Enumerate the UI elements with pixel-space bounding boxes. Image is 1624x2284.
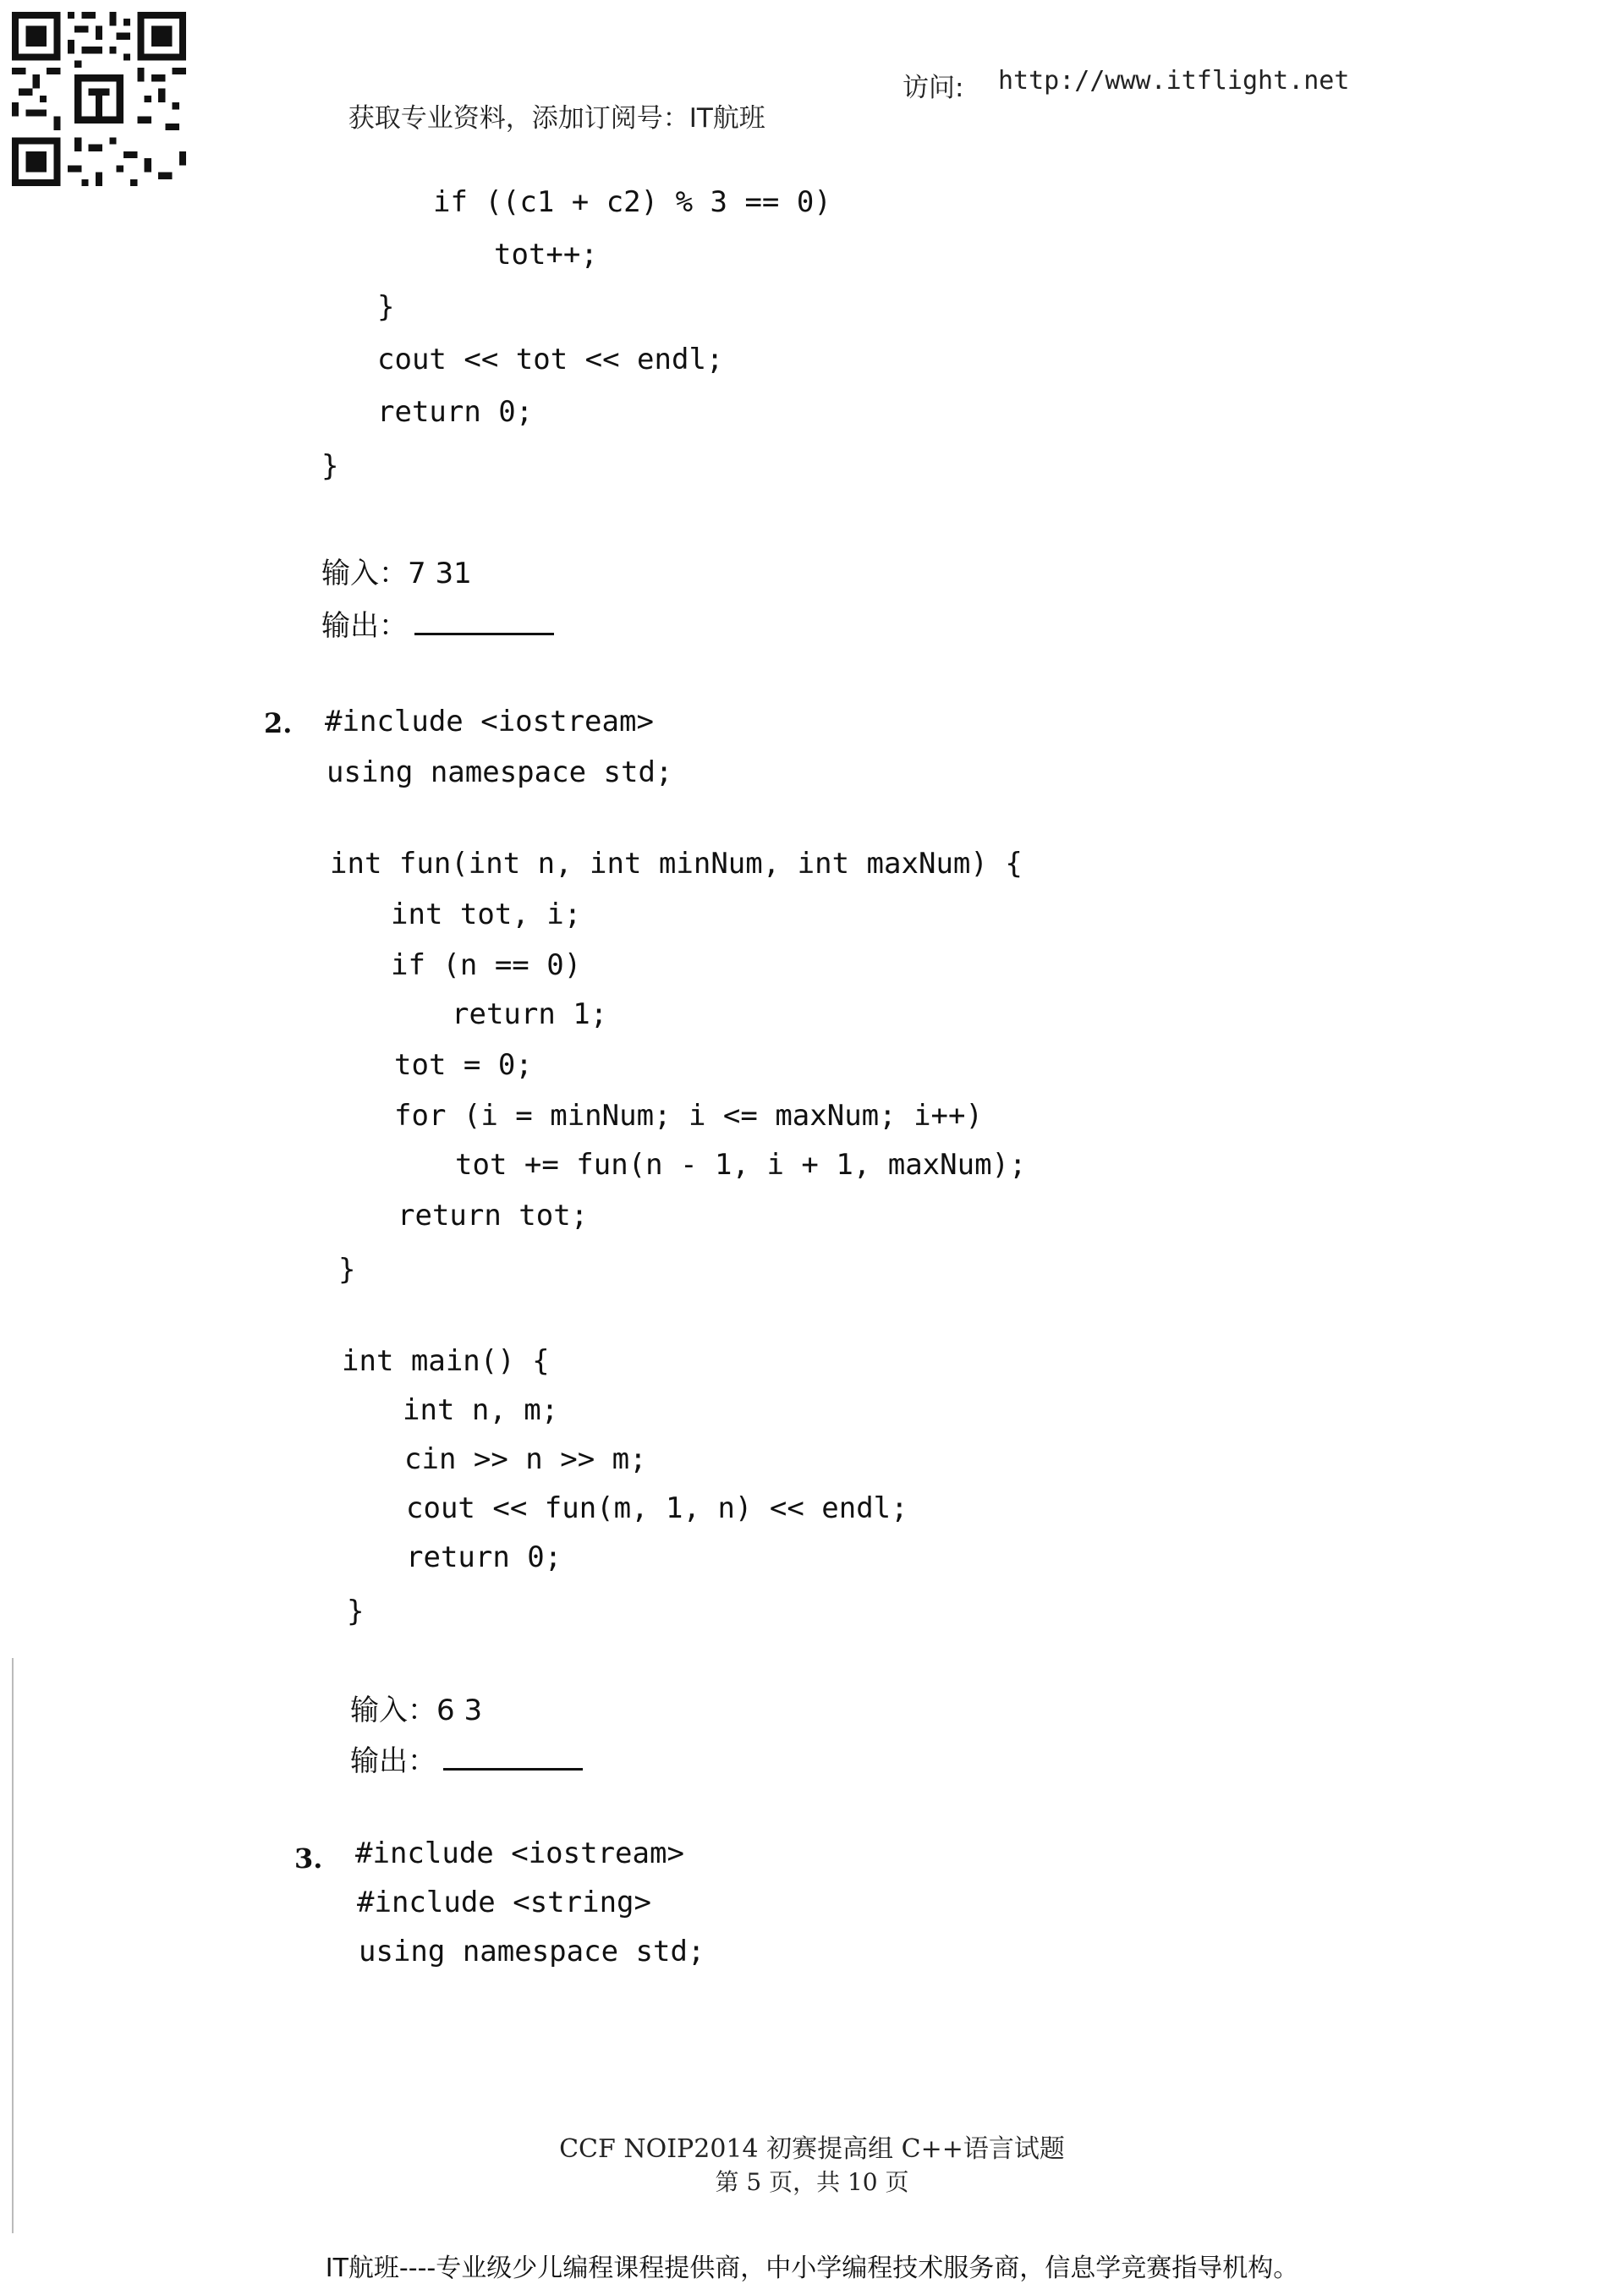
q2-output — [350, 1738, 583, 1779]
code-line: for (i = minNum; i <= maxNum; i++) — [394, 1099, 983, 1133]
code-line: } — [347, 1595, 365, 1628]
page-header — [332, 66, 1350, 195]
footer-title: CCF NOIP2014 初赛提高组 C++语言试题 — [559, 2134, 1065, 2164]
question-number: 3. — [294, 1842, 323, 1875]
q1-input — [321, 550, 472, 591]
q1-output-text: 输出： — [321, 609, 408, 643]
q1-input-text: 输入：7 31 — [321, 557, 472, 590]
code-line: int fun(int n, int minNum, int maxNum) { — [330, 847, 1023, 881]
bottom-banner: IT航班----专业级少儿编程课程提供商，中小学编程技术服务商，信息学竞赛指导机构。 — [325, 2254, 1299, 2283]
code-line: tot += fun(n - 1, i + 1, maxNum); — [455, 1148, 1027, 1182]
q2-output-text: 输出： — [350, 1744, 436, 1778]
code-line: #include <string> — [357, 1886, 651, 1919]
header-url[interactable]: http://www.itflight.net — [998, 66, 1350, 96]
code-line: if ((c1 + c2) % 3 == 0) — [433, 185, 831, 219]
answer-blank[interactable] — [443, 1744, 583, 1771]
code-line: } — [338, 1253, 356, 1287]
code-line: return tot; — [398, 1199, 589, 1233]
code-line: } — [321, 449, 339, 483]
code-line: return 0; — [406, 1540, 562, 1574]
code-line: #include <iostream> — [325, 705, 654, 738]
code-line: } — [377, 290, 395, 324]
answer-blank[interactable] — [414, 609, 554, 635]
code-line: using namespace std; — [359, 1935, 705, 1968]
code-line: cout << tot << endl; — [377, 343, 724, 376]
q1-output — [321, 602, 554, 644]
code-line: return 1; — [452, 997, 608, 1031]
code-line: cout << fun(m, 1, n) << endl; — [406, 1491, 908, 1525]
header-visit-label: 访问: — [903, 73, 964, 103]
question-number: 2. — [264, 707, 293, 739]
code-line: return 0; — [377, 395, 534, 429]
code-line: if (n == 0) — [391, 948, 582, 982]
code-line: int n, m; — [403, 1393, 559, 1427]
code-line: tot = 0; — [394, 1048, 533, 1082]
code-line: int main() { — [342, 1344, 550, 1378]
footer-page-number: 第 5 页，共 10 页 — [715, 2168, 909, 2196]
code-line: tot++; — [494, 238, 598, 272]
code-line: using namespace std; — [326, 755, 673, 789]
qr-code-image — [12, 12, 186, 186]
code-line: #include <iostream> — [355, 1837, 684, 1870]
q2-input — [350, 1687, 482, 1728]
q2-input-text: 输入：6 3 — [350, 1694, 483, 1727]
header-promo: 获取专业资料，添加订阅号：IT航班 — [348, 103, 765, 134]
code-line: int tot, i; — [391, 898, 582, 931]
code-line: cin >> n >> m; — [404, 1442, 647, 1476]
